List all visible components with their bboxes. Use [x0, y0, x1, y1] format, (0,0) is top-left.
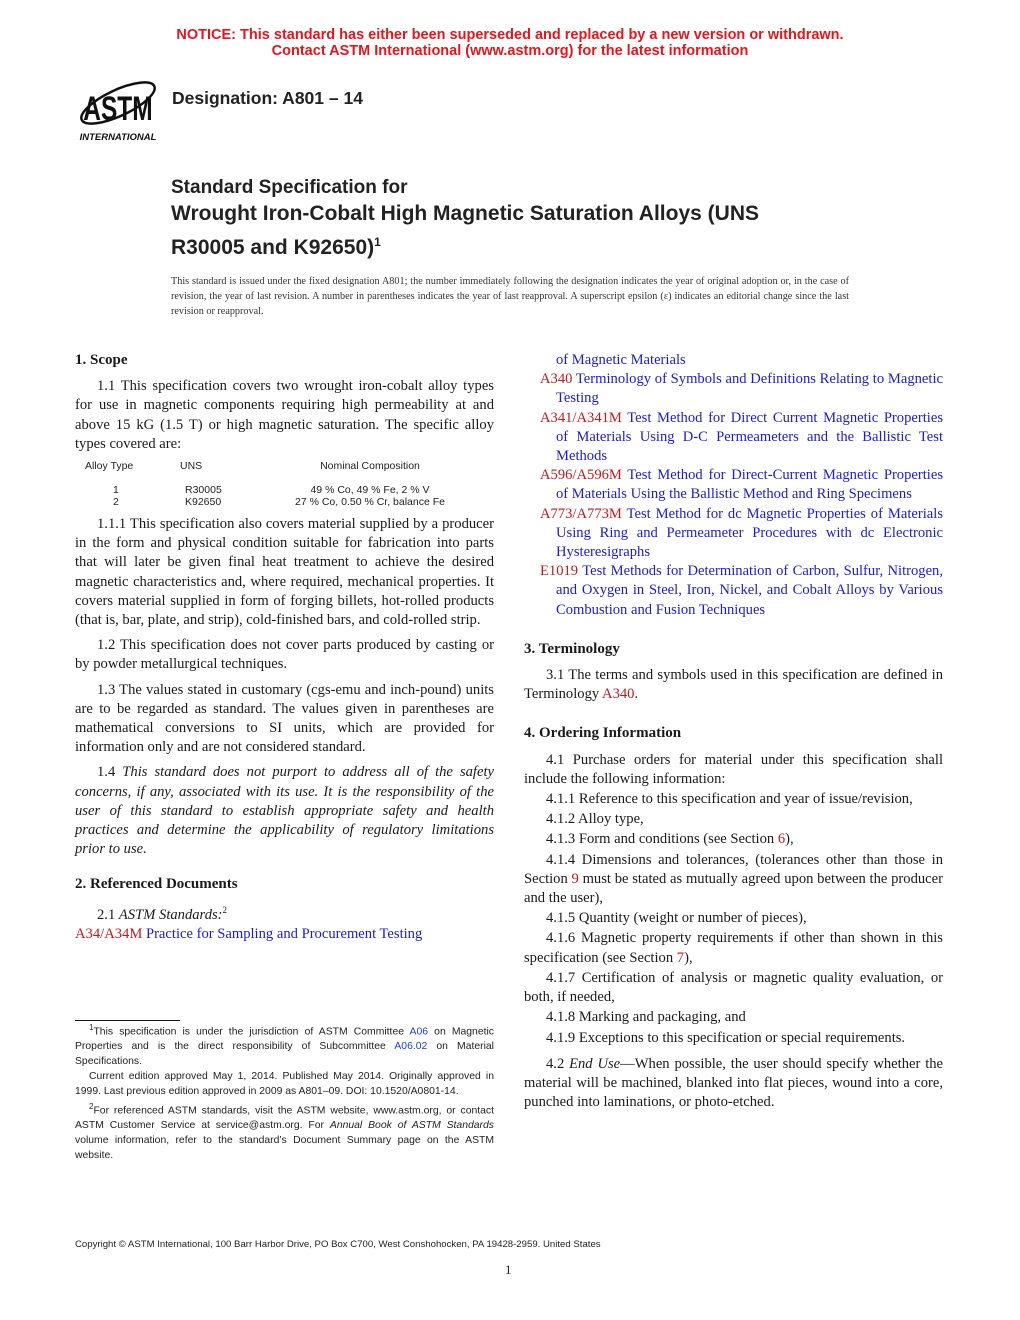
para-4-2: 4.2 End Use—When possible, the user should specify whether the material will be machined, blanked into flat pieces, wound into a core, punched into laminations, or photo-etched.	[524, 1055, 944, 1111]
para-4-1-6: 4.1.6 Magnetic property requirements if other than shown in this specification (see Section 7),	[524, 930, 943, 966]
section-4-heading: 4. Ordering Information	[524, 725, 682, 742]
para-1-3: 1.3 The values stated in customary (cgs-emu and inch-pound) units are to be regarded as standard. The values given in parentheses are mathematical conversions to SI units, which are provided for information only and are not considered standard.	[75, 681, 494, 756]
notice-line-1: NOTICE: This standard has either been superseded and replaced by a new version or withdrawn.	[176, 27, 844, 43]
astm-logo-icon	[74, 72, 164, 144]
section-1-heading: 1. Scope	[75, 352, 128, 368]
notice-line-2: Contact ASTM International (www.astm.org) for the latest information	[271, 43, 749, 59]
alloy-table-header: Alloy Type UNS Nominal Composition	[85, 460, 420, 473]
para-4-1-3: 4.1.3 Form and conditions (see Section 6),	[546, 831, 794, 848]
document-title	[171, 175, 871, 262]
title-line-1: Standard Specification for	[171, 177, 408, 198]
designation: Designation: A801 – 14	[172, 88, 363, 108]
reference-e1019[interactable]: E1019 Test Methods for Determination of Carbon, Sulfur, Nitrogen, and Oxygen in Steel, Iron, Nickel, and Cobalt Alloys by Various Combustion and Fusion Techniques	[540, 563, 943, 618]
copyright-footer: Copyright © ASTM International, 100 Barr Harbor Drive, PO Box C700, West Conshohocken, PA 19428-2959. United States	[75, 1239, 601, 1250]
title-footnote-mark[interactable]: 1	[374, 235, 381, 249]
right-column	[524, 351, 943, 1112]
para-4-1-8: 4.1.8 Marking and packaging, and	[546, 1009, 746, 1026]
section-6-link[interactable]: 6	[777, 831, 786, 848]
section-2-heading: 2. Referenced Documents	[75, 876, 238, 893]
subcommittee-a0602-link[interactable]: A06.02	[394, 1041, 428, 1053]
para-4-1-9: 4.1.9 Exceptions to this specification or special requirements.	[546, 1029, 906, 1046]
footnote-2: $^2$For referenced ASTM standards, visit the ASTM website, www.astm.org, or contact ASTM Customer Service at service@astm.org. For Annual Book of ASTM Standards volume information, refer to the standard’s Document Summary page on the ASTM website.	[75, 1102, 494, 1162]
footnote-edition: Current edition approved May 1, 2014. Published May 2014. Originally approved in 1999. Last previous edition approved in 2009 as A801–09. DOI: 10.1520/A0801-14.	[75, 1071, 494, 1098]
para-4-1-1: 4.1.1 Reference to this specification and year of issue/revision,	[546, 791, 913, 808]
reference-a34-continued[interactable]: of Magnetic Materials	[556, 352, 686, 368]
section-9-link[interactable]: 9	[571, 870, 579, 887]
para-1-1: 1.1 This specification covers two wrought iron-cobalt alloy types for use in magnetic components requiring high permeability at and above 15 kG (1.5 T) or high magnetic saturation. The specific alloy types covered are:	[75, 378, 494, 452]
para-1-1-1: 1.1.1 This specification also covers material supplied by a producer in the form and physical condition suitable for fabrication into parts that will later be given final heat treatment to achieve the desired magnetic characteristics and, where required, mechanical properties. It covers material supplied in form of forging billets, hot-rolled products (that is, bar, plate, and strip), cold-finished bars, and cold-rolled strip.	[75, 516, 494, 629]
terminology-a340-link[interactable]: A340	[602, 686, 635, 703]
footnote-1: $^1$This specification is under the jurisdiction of ASTM Committee A06 on Magnetic Properties and is the direct responsibility of Subcommittee A06.02 on Material Specifications.	[75, 1023, 494, 1068]
reference-a773[interactable]: A773/A773M Test Method for dc Magnetic Properties of Materials Using Ring and Permeameter Procedures with dc Electronic Hysteresigraphs	[540, 505, 944, 561]
para-2-1: 2.1 ASTM Standards:$^2$	[97, 904, 228, 923]
para-4-1-4: 4.1.4 Dimensions and tolerances, (tolerances other than those in Section 9 must be stated as mutually agreed upon between the producer and the user),	[524, 851, 943, 907]
alloy-table	[85, 460, 465, 508]
svg-text:INTERNATIONAL: INTERNATIONAL	[79, 132, 157, 143]
page-number: 1	[505, 1262, 512, 1277]
section-3-heading: 3. Terminology	[524, 640, 620, 657]
table-row: 2 K92650 27 % Co, 0.50 % Cr, balance Fe	[113, 496, 445, 509]
title-line-2: Wrought Iron-Cobalt High Magnetic Saturation Alloys (UNS	[171, 202, 759, 225]
preamble: This standard is issued under the fixed designation A801; the number immediately following the designation indicates the year of original adoption or, in the case of revision, the year of last revision. A number in parentheses indicates the year of last reapproval. A superscript epsilon (ε) indicates an editorial change since the last revision or reapproval.	[171, 276, 849, 317]
title-line-3: R30005 and K92650)$^1$	[171, 235, 381, 259]
para-4-1-5: 4.1.5 Quantity (weight or number of pieces),	[546, 910, 807, 927]
para-4-1: 4.1 Purchase orders for material under this specification shall include the following information:	[524, 751, 943, 787]
para-3-1: 3.1 The terms and symbols used in this specification are defined in Terminology A340.	[524, 667, 943, 703]
para-4-1-7: 4.1.7 Certification of analysis or magnetic quality evaluation, or both, if needed,	[524, 969, 943, 1006]
para-1-4: 1.4 This standard does not purport to address all of the safety concerns, if any, associated with its use. It is the responsibility of the user of this standard to establish appropriate safety and health practices and determine the applicability of regulatory limitations prior to use.	[75, 764, 494, 858]
svg-text:ASTM: ASTM	[83, 90, 153, 129]
reference-a34[interactable]: A34/A34M Practice for Sampling and Procurement Testing	[75, 925, 423, 942]
footnotes	[75, 1021, 494, 1164]
section-7-link[interactable]: 7	[676, 949, 685, 966]
committee-a06-link[interactable]: A06	[409, 1026, 429, 1038]
reference-a341[interactable]: A341/A341M Test Method for Direct Current Magnetic Properties of Materials Using D-C Permeameters and the Ballistic Test Methods	[540, 409, 943, 465]
left-column	[75, 351, 494, 944]
para-1-2: 1.2 This specification does not cover parts produced by casting or by powder metallurgical techniques.	[75, 637, 494, 673]
reference-a596[interactable]: A596/A596M Test Method for Direct-Current Magnetic Properties of Materials Using the Ballistic Method and Ring Specimens	[540, 467, 943, 503]
para-4-1-2: 4.1.2 Alloy type,	[546, 811, 644, 828]
reference-a340[interactable]: A340 Terminology of Symbols and Definitions Relating to Magnetic Testing	[540, 371, 943, 407]
astm-logo	[74, 72, 164, 144]
table-row: 1 R30005 49 % Co, 49 % Fe, 2 % V	[113, 484, 430, 497]
